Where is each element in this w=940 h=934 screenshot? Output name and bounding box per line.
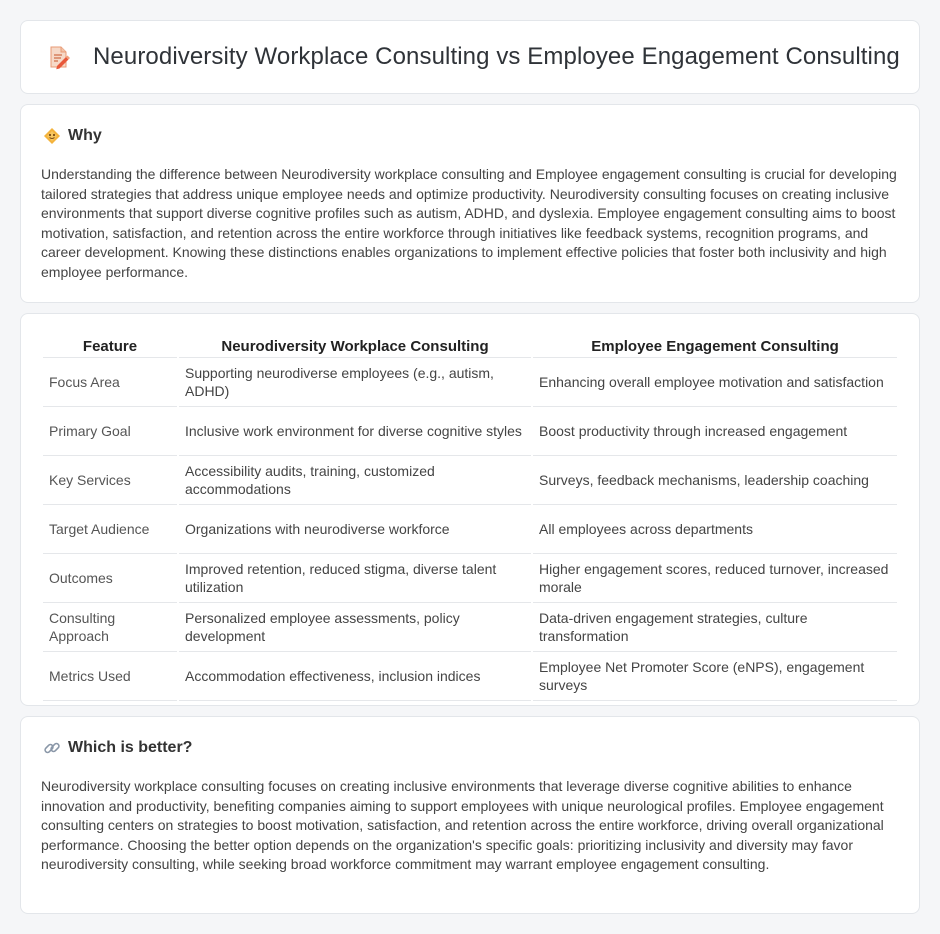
- cell-neurodiversity: Organizations with neurodiverse workforce: [179, 505, 531, 554]
- cell-feature: Metrics Used: [43, 652, 177, 701]
- document-pencil-icon: [45, 44, 71, 70]
- table-row: [43, 652, 897, 701]
- why-text: Understanding the difference between Neurodiversity workplace consulting and Employee engagement consulting is crucial for developing tailored strategies that address unique employee needs and optimize productivity. Neurodiversity consulting focuses on creating inclusive environments that support diverse cognitive profiles such as autism, ADHD, and dyslexia. Employee engagement consulting aims to boost motivation, satisfaction, and retention across the entire workforce through initiatives like feedback systems, recognition programs, and career development. Knowing these distinctions enables organizations to implement effective policies that foster both inclusivity and high employee performance.: [41, 166, 897, 280]
- page-title: Neurodiversity Workplace Consulting vs Employee Engagement Consulting: [93, 43, 900, 70]
- table-row: [43, 603, 897, 652]
- header-neurodiversity: Neurodiversity Workplace Consulting: [179, 336, 531, 358]
- cell-neurodiversity: Supporting neurodiverse employees (e.g., autism, ADHD): [179, 358, 531, 407]
- cell-engagement: Surveys, feedback mechanisms, leadership coaching: [533, 456, 897, 505]
- cell-engagement: Employee Net Promoter Score (eNPS), engagement surveys: [533, 652, 897, 701]
- sparkle-diamond-icon: [43, 127, 61, 145]
- cell-engagement: Data-driven engagement strategies, culture transformation: [533, 603, 897, 652]
- cell-engagement: All employees across departments: [533, 505, 897, 554]
- cell-engagement: Higher engagement scores, reduced turnover, increased morale: [533, 554, 897, 603]
- better-title: Which is better?: [68, 739, 193, 756]
- why-heading: [43, 127, 102, 145]
- comparison-table: [41, 336, 899, 701]
- title-row: [21, 21, 919, 93]
- cell-engagement: Boost productivity through increased engagement: [533, 407, 897, 456]
- table-header-row: [43, 336, 897, 358]
- cell-feature: Outcomes: [43, 554, 177, 603]
- cell-engagement: Enhancing overall employee motivation and satisfaction: [533, 358, 897, 407]
- table-row: [43, 505, 897, 554]
- cell-feature: Primary Goal: [43, 407, 177, 456]
- which-is-better-section: [20, 716, 920, 914]
- cell-feature: Target Audience: [43, 505, 177, 554]
- better-text: Neurodiversity workplace consulting focuses on creating inclusive environments that leverage diverse cognitive abilities to enhance innovation and productivity, benefiting companies aiming to support employees with unique neurological profiles. Employee engagement consulting centers on strategies to boost motivation, satisfaction, and retention across the entire workforce, driving overall organizational performance. Choosing the better option depends on the organization's specific goals: prioritizing inclusivity and diversity may favor neurodiversity consulting, while seeking broad workforce commitment may warrant employee engagement consulting.: [41, 778, 884, 872]
- better-heading: [43, 739, 192, 757]
- why-section: [20, 104, 920, 303]
- header-engagement: Employee Engagement Consulting: [533, 336, 897, 358]
- why-title: Why: [68, 127, 102, 144]
- cell-feature: Focus Area: [43, 358, 177, 407]
- title-card: [20, 20, 920, 94]
- cell-neurodiversity: Personalized employee assessments, policy development: [179, 603, 531, 652]
- cell-feature: Key Services: [43, 456, 177, 505]
- comparison-table-card: [20, 313, 920, 706]
- cell-feature: Consulting Approach: [43, 603, 177, 652]
- table-row: [43, 456, 897, 505]
- link-icon: [43, 739, 61, 757]
- header-feature: Feature: [43, 336, 177, 358]
- cell-neurodiversity: Inclusive work environment for diverse cognitive styles: [179, 407, 531, 456]
- cell-neurodiversity: Improved retention, reduced stigma, diverse talent utilization: [179, 554, 531, 603]
- table-row: [43, 358, 897, 407]
- cell-neurodiversity: Accommodation effectiveness, inclusion indices: [179, 652, 531, 701]
- table-row: [43, 554, 897, 603]
- table-row: [43, 407, 897, 456]
- cell-neurodiversity: Accessibility audits, training, customized accommodations: [179, 456, 531, 505]
